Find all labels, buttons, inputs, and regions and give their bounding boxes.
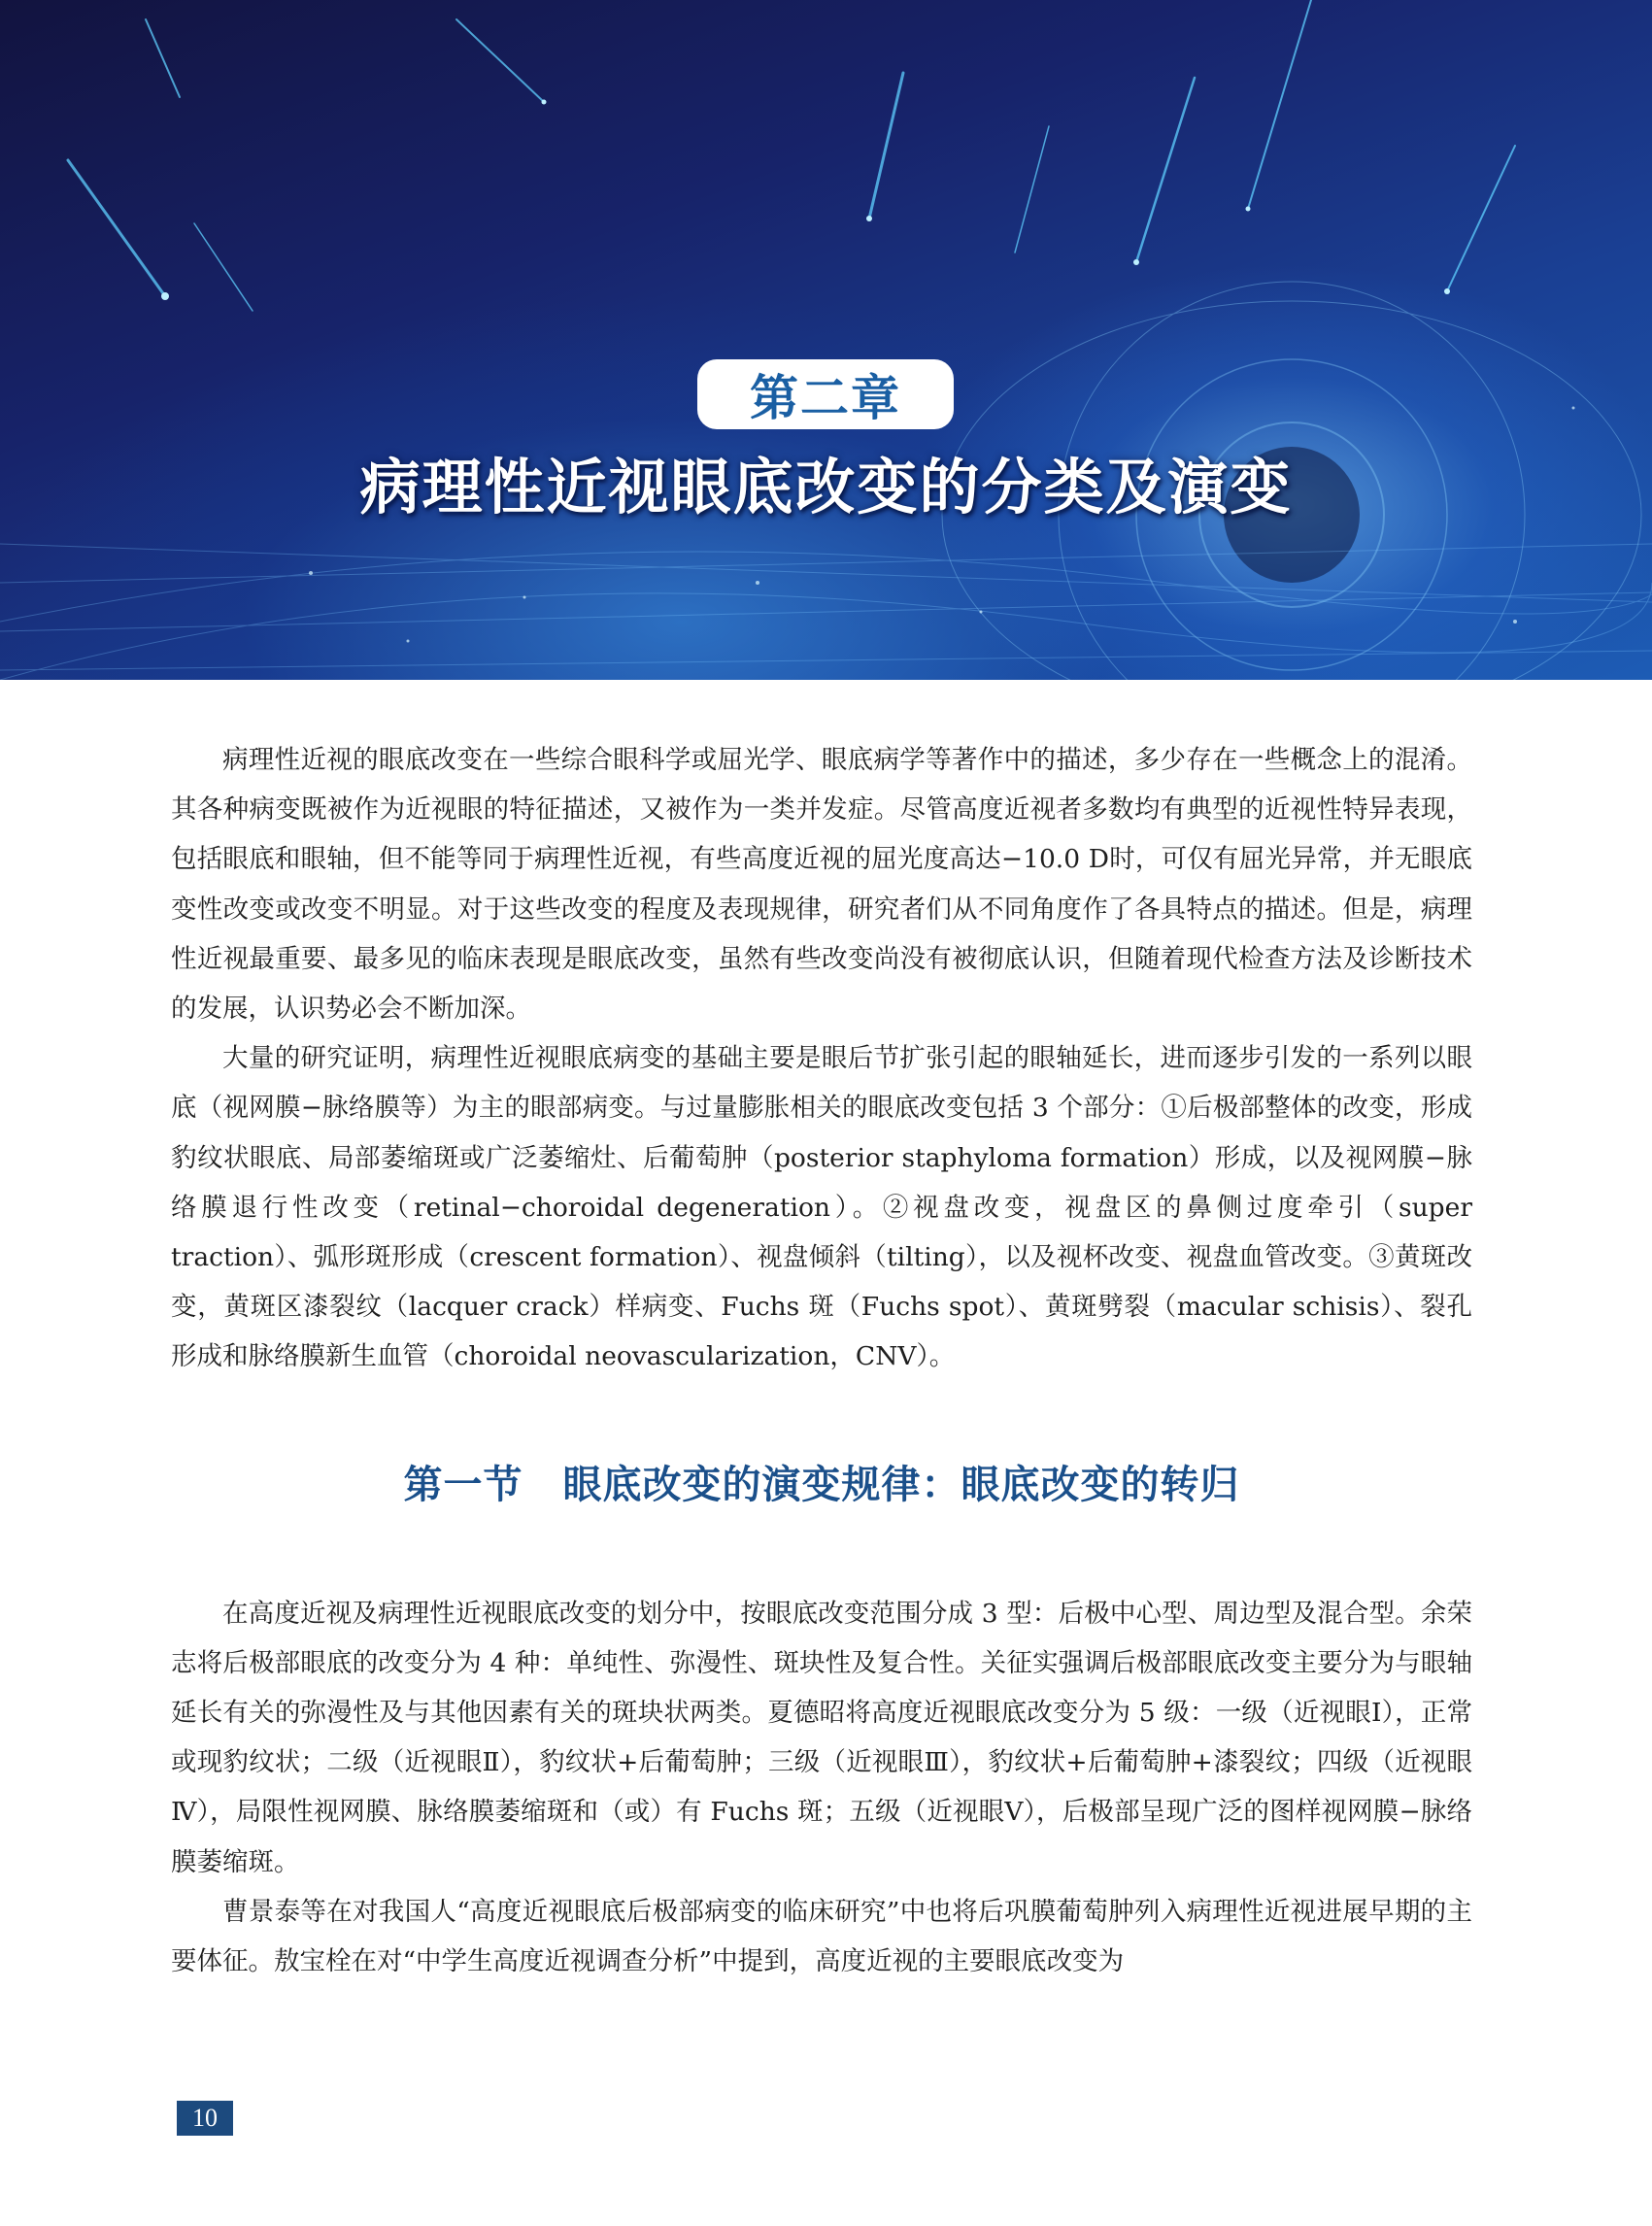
chapter-label: 第二章 — [697, 359, 954, 429]
section-paragraph: 在高度近视及病理性近视眼底改变的划分中，按眼底改变范围分成 3 型：后极中心型、周边型及混合型。余荣志将后极部眼底的改变分为 4 种：单纯性、弥漫性、斑块性及复合性。关征实强调后极部眼底改变主要分为与眼轴延长有关的弥漫性及与其他因素有关的斑块状两类。夏德昭将高度近视眼底改变分为 5 级：一级（近视眼Ⅰ），正常或现豹纹状；二级（近视眼Ⅱ），豹纹状+后葡萄肿；三级（近视眼Ⅲ），豹纹状+后葡萄肿+漆裂纹；四级（近视眼Ⅳ），局限性视网膜、脉络膜萎缩斑和（或）有 Fuchs 斑；五级（近视眼Ⅴ），后极部呈现广泛的图样视网膜−脉络膜萎缩斑。 — [171, 1598, 1472, 1877]
section-title: 第一节 眼底改变的演变规律：眼底改变的转归 — [403, 1461, 1240, 1507]
chapter-banner — [0, 0, 1652, 680]
banner-decoration — [0, 0, 1652, 680]
page-number: 10 — [177, 2101, 233, 2136]
chapter-title: 病理性近视眼底改变的分类及演变 — [359, 452, 1293, 523]
intro-paragraph: 病理性近视的眼底改变在一些综合眼科学或屈光学、眼底病学等著作中的描述，多少存在一些概念上的混淆。其各种病变既被作为近视眼的特征描述，又被作为一类并发症。尽管高度近视者多数均有典型的近视性特异表现，包括眼底和眼轴，但不能等同于病理性近视，有些高度近视的屈光度高达−10.0 D时，可仅有屈光异常，并无眼底变性改变或改变不明显。对于这些改变的程度及表现规律，研究者们从不同角度作了各具特点的描述。但是，病理性近视最重要、最多见的临床表现是眼底改变，虽然有些改变尚没有被彻底认识，但随着现代检查方法及诊断技术的发展，认识势必会不断加深。 — [171, 745, 1472, 1025]
intro-paragraph: 大量的研究证明，病理性近视眼底病变的基础主要是眼后节扩张引起的眼轴延长，进而逐步引发的一系列以眼底（视网膜−脉络膜等）为主的眼部病变。与过量膨胀相关的眼底改变包括 3 个部分：①后极部整体的改变，形成豹纹状眼底、局部萎缩斑或广泛萎缩灶、后葡萄肿（posterior staphyloma formation）形成，以及视网膜−脉络膜退行性改变（retinal−choroidal degeneration）。②视盘改变，视盘区的鼻侧过度牵引（super traction）、弧形斑形成（crescent formation）、视盘倾斜（tilting），以及视杯改变、视盘血管改变。③黄斑改变，黄斑区漆裂纹（lacquer crack）样病变、Fuchs 斑（Fuchs spot）、黄斑劈裂（macular schisis）、裂孔形成和脉络膜新生血管（choroidal neovascularization，CNV）。 — [171, 1043, 1472, 1372]
section-paragraph: 曹景泰等在对我国人“高度近视眼底后极部病变的临床研究”中也将后巩膜葡萄肿列入病理性近视进展早期的主要体征。敖宝栓在对“中学生高度近视调查分析”中提到，高度近视的主要眼底改变为 — [171, 1896, 1472, 1977]
page-content — [171, 735, 1472, 1986]
